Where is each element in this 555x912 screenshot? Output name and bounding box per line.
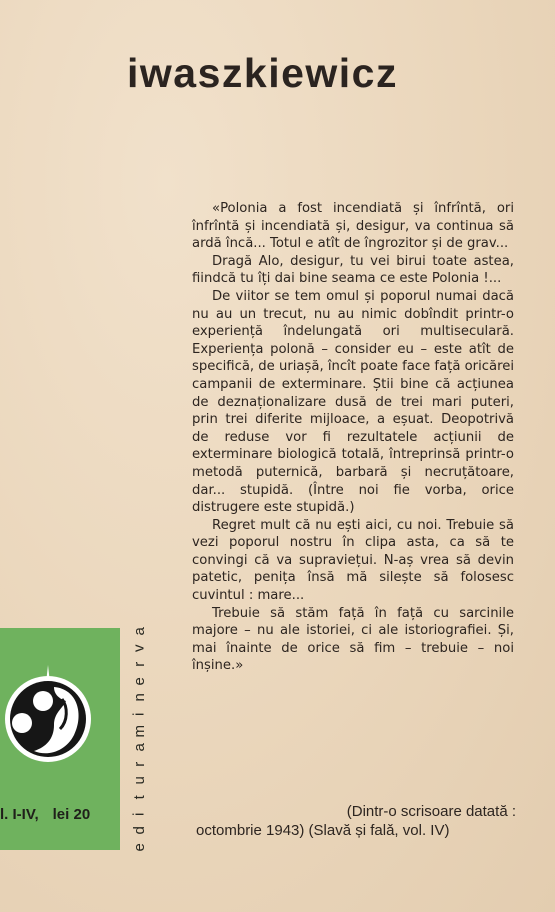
- publisher-letter: n: [130, 693, 148, 702]
- quote-paragraph: Trebuie să stăm față în față cu sarcinile majore – nu ale istoriei, ci ale istoriografiei. Și, mai înainte de orice să fim – trebuie – noi înșine.»: [192, 605, 514, 674]
- publisher-letter: r: [130, 761, 148, 767]
- publisher-letter: i: [130, 712, 148, 716]
- source-line: octombrie 1943) (Slavă și falǎ, vol. IV): [196, 822, 450, 839]
- publisher-letter: e: [130, 842, 148, 852]
- publisher-letter: i: [130, 812, 148, 816]
- quote-paragraph: Regret mult că nu ești aici, cu noi. Trebuie să vezi poporul nostru în clipa asta, ca să te convingi că va supraviețui. N-aș vrea să devin patetic, penița însă mă silește să folosesc cuvintul : mare...: [192, 517, 514, 604]
- publisher-letter: v: [130, 644, 148, 652]
- publisher-letter: e: [130, 676, 148, 686]
- publisher-letter: r: [130, 661, 148, 667]
- publisher-letter: d: [130, 826, 148, 835]
- publisher-letter: a: [130, 743, 148, 752]
- source-line: (Dintr-o scrisoare datată :: [346, 803, 516, 820]
- quote-text: [192, 200, 514, 675]
- publisher-name: [130, 623, 150, 853]
- quote-paragraph: Dragă Alo, desigur, tu vei birui toate astea, fiindcă tu îți dai bine seama ce este Polonia !...: [192, 253, 514, 287]
- publisher-logo-icon: [2, 661, 102, 771]
- price-text: lei 20: [52, 806, 91, 823]
- quote-paragraph: De viitor se tem omul și poporul numai dacă nu au un trecut, nu au nimic dobîndit printr-o experiență îndelungată ori multiseculară. Experiența polonă – consider eu – este atît de specifică, de uriașă, încît poate face față oricărei campanii de exterminare. Știi bine că acțiunea de deznaționalizare dusă de trei mari puteri, prin trei diferite mijloace, a eșuat. Deopotrivă de reduse vor fi rezultatele acțiunii de exterminare biologică totală, întreprinsă printr-o metodă puternică, barbară și necruțătoare, dar... stupidă. (Între noi fie vorba, orice distrugere este stupidă.): [192, 288, 514, 516]
- quote-source: [196, 802, 516, 840]
- publisher-letter: t: [130, 795, 148, 800]
- publisher-letter: u: [130, 776, 148, 785]
- publisher-letter: a: [130, 627, 148, 636]
- publisher-band: [0, 628, 120, 850]
- author-name: iwaszkiewicz: [127, 50, 398, 96]
- quote-paragraph: «Polonia a fost incendiată și înfrîntă, ori înfrîntă și incendiată și, desigur, va continua să ardă încă... Totul e atît de îngrozitor și de grav...: [192, 201, 514, 252]
- volumes-text: l. I-IV,: [0, 806, 39, 823]
- publisher-letter: m: [130, 724, 148, 738]
- price-label: [0, 806, 90, 823]
